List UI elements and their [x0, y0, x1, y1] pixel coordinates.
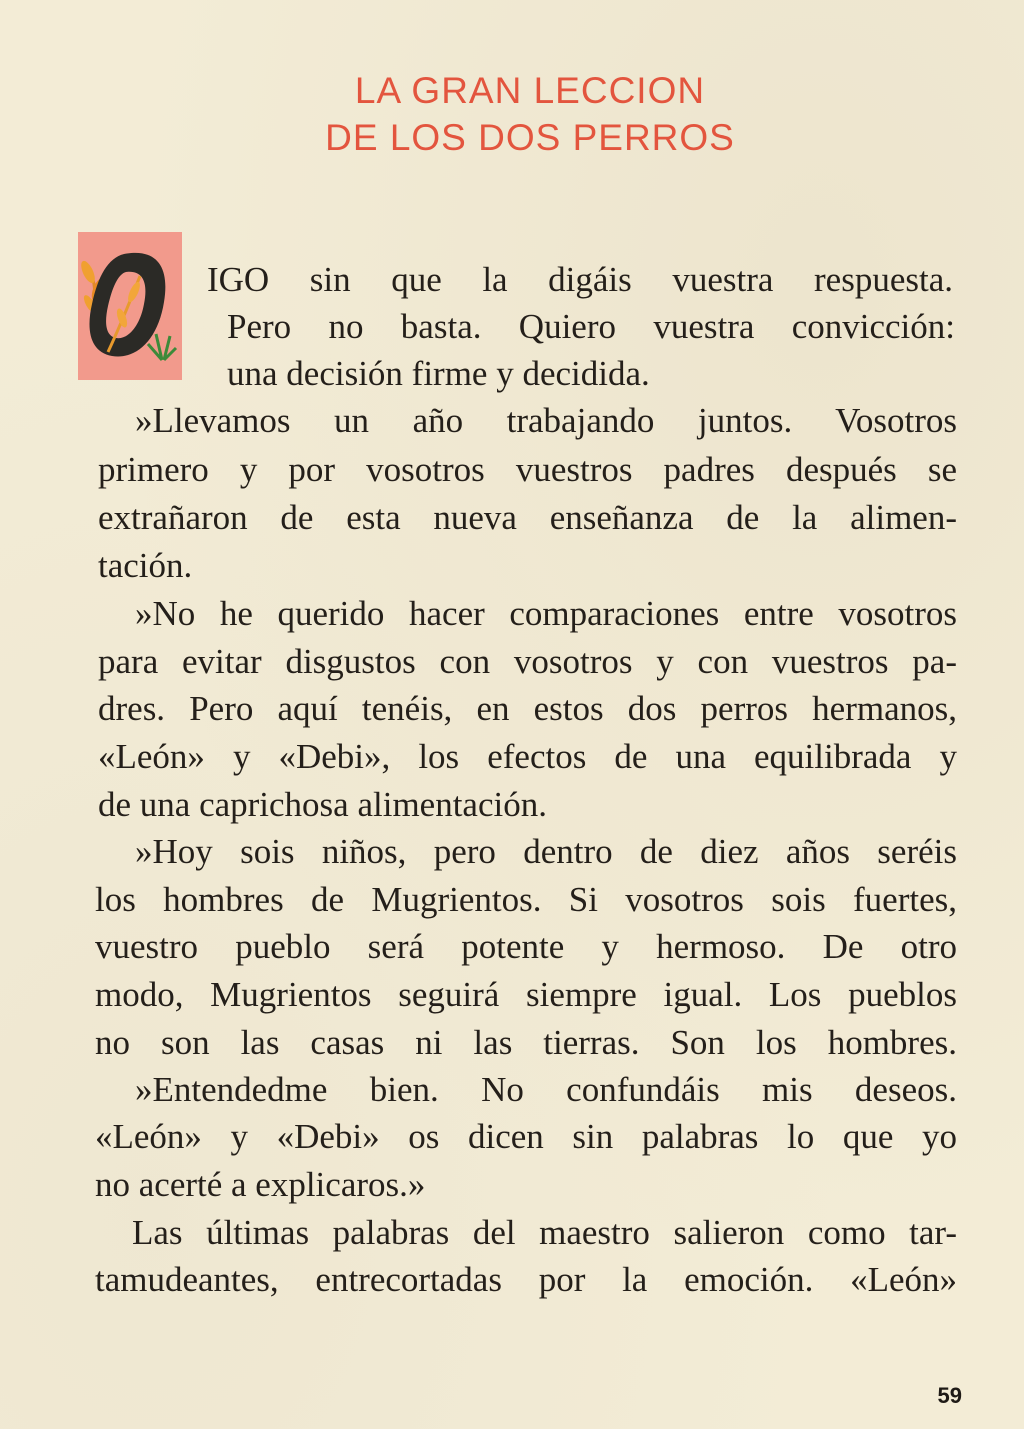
body-line-11: «León» y «Debi», los efectos de una equilibrada y	[98, 737, 957, 776]
body-line-10: dres. Pero aquí tenéis, en estos dos perros hermanos,	[98, 689, 957, 728]
body-line-1: IGO sin que la digáis vuestra respuesta.	[207, 260, 953, 299]
chapter-title-line-1: LA GRAN LECCION	[354, 70, 706, 111]
body-line-16: modo, Mugrientos seguirá siempre igual. Los pueblos	[95, 975, 957, 1014]
body-line-7: tación.	[98, 546, 193, 585]
body-line-14: los hombres de Mugrientos. Si vosotros sois fuertes,	[95, 880, 957, 919]
body-line-22: tamudeantes, entrecortadas por la emoción. «León»	[95, 1260, 957, 1299]
page-number: 59	[937, 1383, 962, 1408]
body-line-2: Pero no basta. Quiero vuestra convicción:	[227, 307, 955, 346]
body-line-5: primero y por vosotros vuestros padres después se	[98, 450, 957, 489]
body-line-3: una decisión firme y decidida.	[227, 354, 650, 393]
chapter-title-line-2: DE LOS DOS PERROS	[325, 117, 735, 158]
drop-cap-illustration	[78, 232, 182, 380]
body-line-19: «León» y «Debi» os dicen sin palabras lo que yo	[95, 1117, 957, 1156]
body-line-6: extrañaron de esta nueva enseñanza de la alimen-	[98, 498, 957, 537]
body-line-17: no son las casas ni las tierras. Son los hombres.	[95, 1023, 957, 1062]
body-line-4: »Llevamos un año trabajando juntos. Vosotros	[135, 401, 957, 440]
drop-cap-o-icon	[78, 232, 182, 380]
body-line-20: no acerté a explicaros.»	[95, 1165, 426, 1204]
body-line-15: vuestro pueblo será potente y hermoso. De otro	[95, 927, 957, 966]
body-line-12: de una caprichosa alimentación.	[98, 785, 547, 824]
body-line-21: Las últimas palabras del maestro salieron como tar-	[132, 1213, 957, 1252]
body-line-18: »Entendedme bien. No confundáis mis deseos.	[135, 1070, 957, 1109]
body-line-13: »Hoy sois niños, pero dentro de diez años seréis	[135, 832, 957, 871]
body-line-8: »No he querido hacer comparaciones entre vosotros	[135, 594, 957, 633]
body-line-9: para evitar disgustos con vosotros y con vuestros pa-	[98, 642, 957, 681]
